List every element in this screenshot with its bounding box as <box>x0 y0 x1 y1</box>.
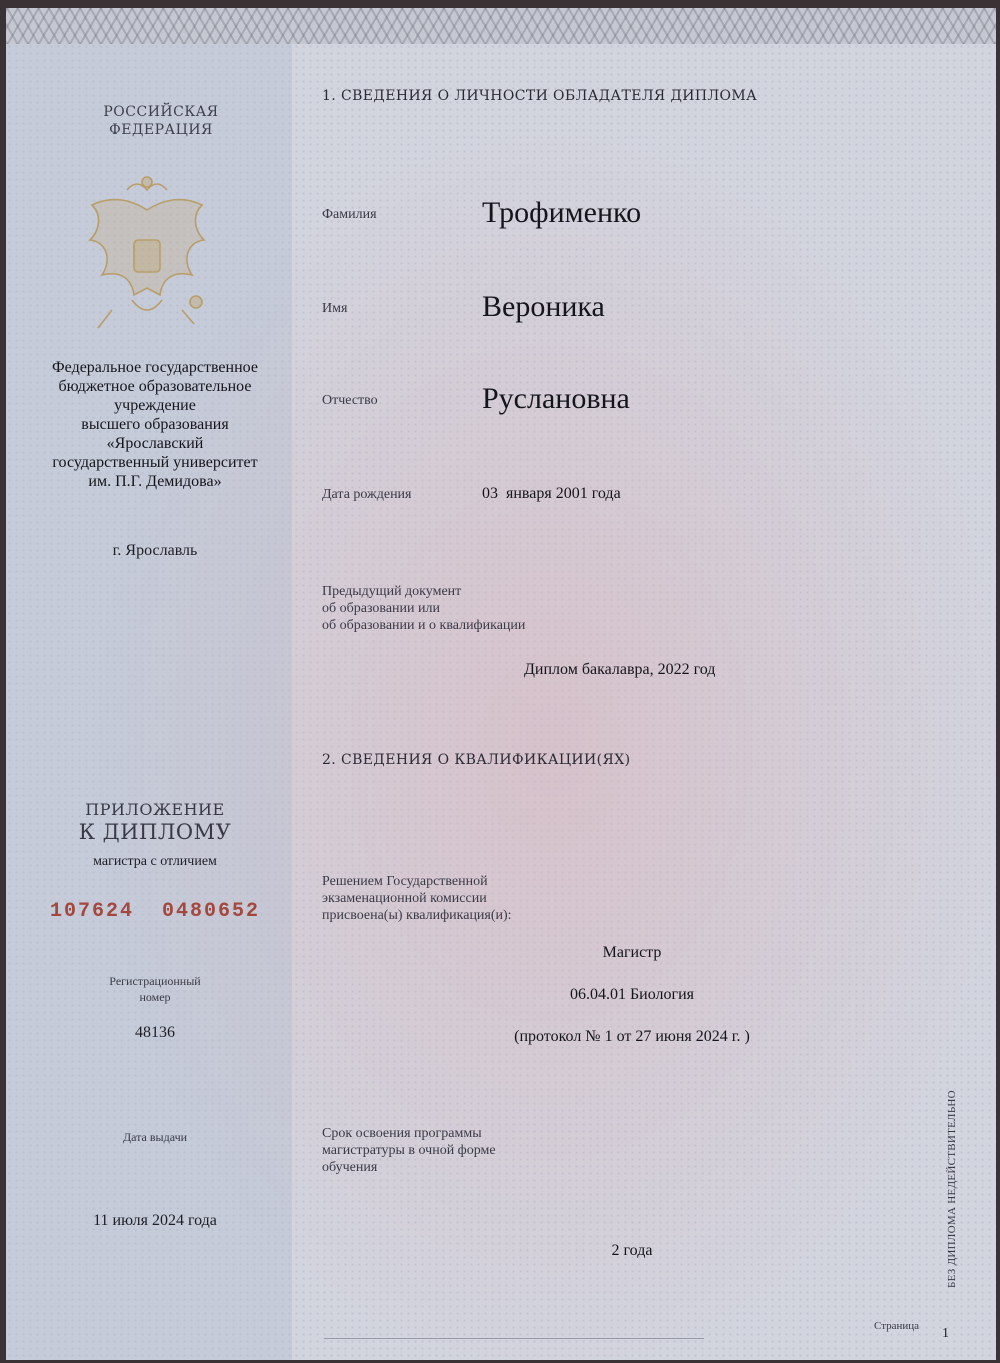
protocol-value: (протокол № 1 от 27 июня 2024 г. ) <box>514 1028 750 1045</box>
previous-document-label-line1: Предыдущий документ <box>322 584 462 599</box>
institution-line: «Ярославский <box>106 435 204 452</box>
commission-decision-line2: экзаменационной комиссии <box>322 891 487 906</box>
specialty-value: 06.04.01 Биология <box>569 986 694 1003</box>
registration-label-line2: номер <box>139 990 171 1004</box>
page-number: 1 <box>942 1326 949 1341</box>
city: г. Ярославль <box>112 542 198 559</box>
commission-decision-line1: Решением Государственной <box>322 874 488 889</box>
commission-decision-line3: присвоена(ы) квалификация(и): <box>322 908 512 923</box>
country-name-line2: ФЕДЕРАЦИЯ <box>109 122 213 138</box>
study-term-label-line2: магистратуры в очной форме <box>322 1143 496 1158</box>
coat-of-arms-icon <box>72 170 222 340</box>
surname-value: Трофименко <box>482 196 642 229</box>
study-term-label-line1: Срок освоения программы <box>322 1126 482 1141</box>
appendix-title-line2: К ДИПЛОМУ <box>78 820 232 844</box>
birth-date-value: 03 января 2001 года <box>482 485 621 502</box>
institution-name <box>20 358 290 491</box>
page-label: Страница <box>874 1320 920 1332</box>
institution-line: государственный университет <box>52 454 258 471</box>
first-name-label: Имя <box>322 301 348 316</box>
institution-line: высшего образования <box>81 416 229 433</box>
issue-date: 11 июля 2024 года <box>93 1212 217 1229</box>
appendix-title-line1: ПРИЛОЖЕНИЕ <box>85 800 225 819</box>
validity-note: БЕЗ ДИПЛОМА НЕДЕЙСТВИТЕЛЬНО <box>946 1090 958 1288</box>
institution-line: им. П.Г. Демидова» <box>88 473 222 490</box>
registration-label-line1: Регистрационный <box>109 974 201 988</box>
section1-title: 1. СВЕДЕНИЯ О ЛИЧНОСТИ ОБЛАДАТЕЛЯ ДИПЛОМА <box>322 88 758 104</box>
diploma-appendix-sheet <box>6 8 996 1360</box>
surname-label: Фамилия <box>322 207 377 222</box>
previous-document-label-line3: об образовании и о квалификации <box>322 618 526 633</box>
guilloche-border <box>6 8 996 44</box>
study-term-value: 2 года <box>611 1242 653 1259</box>
study-term-label-line3: обучения <box>322 1160 378 1175</box>
country-name-line1: РОССИЙСКАЯ <box>103 104 219 120</box>
appendix-degree-type: магистра с отличием <box>93 854 217 869</box>
birth-date-label: Дата рождения <box>322 487 412 502</box>
institution-line: учреждение <box>114 397 196 414</box>
previous-document-label-line2: об образовании или <box>322 601 440 616</box>
previous-document-value: Диплом бакалавра, 2022 год <box>524 661 716 678</box>
patronymic-value: Руслановна <box>482 382 630 415</box>
issue-date-label: Дата выдачи <box>122 1130 188 1144</box>
section2-title: 2. СВЕДЕНИЯ О КВАЛИФИКАЦИИ(ЯХ) <box>322 752 631 768</box>
first-name-value: Вероника <box>482 290 605 323</box>
serial-number: 107624 0480652 <box>49 900 261 923</box>
institution-line: Федеральное государственное <box>52 359 258 376</box>
patronymic-label: Отчество <box>322 393 378 408</box>
signature-line <box>324 1338 704 1339</box>
qualification-value: Магистр <box>602 944 662 961</box>
registration-number: 48136 <box>135 1024 175 1041</box>
institution-line: бюджетное образовательное <box>58 378 252 395</box>
